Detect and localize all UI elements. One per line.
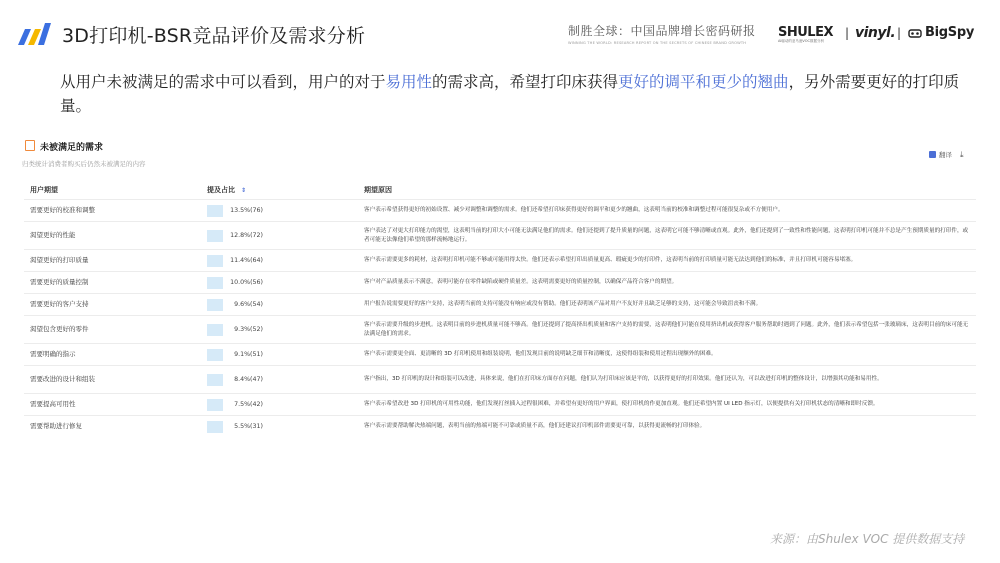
share-bar [207, 324, 223, 336]
page-title: 3D打印机-BSR竞品评价及需求分析 [62, 25, 366, 47]
col-header-expectation: 用户期望 [30, 186, 58, 194]
share-value: 9.6%(54) [234, 301, 263, 308]
reason-cell: 客户表达了对更大打印能力的渴望，这表明当前的打印大小可能无法满足他们的需求。他们还提到了提升质量的问题，这表明它可能不够清晰或直观。此外，他们还提到了一致性和性能问题，这表明打印机可能并不总是产生预期质量的打印件，或者可能无法像他们希望的那样流畅地运行。 [358, 222, 976, 250]
table-row [24, 394, 976, 416]
col-header-mention-share[interactable] [201, 181, 358, 200]
share-bar [207, 277, 223, 289]
unmet-needs-card [18, 133, 982, 453]
share-bar [207, 399, 223, 411]
col-header-reason: 期望原因 [364, 186, 392, 194]
translate-toggle[interactable] [929, 150, 964, 160]
vinyl-logo: vinyl. [855, 25, 896, 41]
summary-highlight: 更好的调平和更少的翘曲 [618, 73, 789, 91]
translate-label: 翻译 [939, 151, 952, 159]
share-bar [207, 299, 223, 311]
report-brand-cn: 制胜全球：中国品牌增长密码研报 [568, 24, 756, 38]
expectation-cell: 需要更好的校准和调整 [24, 200, 201, 222]
expectation-cell: 渴望更好的性能 [24, 222, 201, 250]
bigspy-icon [908, 27, 922, 39]
expectation-cell: 需要更好的客户支持 [24, 294, 201, 316]
mention-share-cell [201, 294, 358, 316]
col-header-mention-share-label: 提及占比 [207, 186, 235, 194]
summary-text [60, 70, 965, 118]
share-value: 8.4%(47) [234, 376, 263, 383]
share-value: 9.1%(51) [234, 351, 263, 358]
download-icon[interactable]: ⤓ [960, 150, 964, 159]
summary-part: 的需求高，希望打印床获得 [432, 73, 619, 91]
reason-cell: 客户表示希望获得更好的初始设置、减少对调整和调整的需求。他们还希望打印床获得更好的调平和更少的翘曲，这表明当前的校准和调整过程可能很复杂或不方便用户。 [358, 200, 976, 222]
brand-logo-icon [16, 21, 52, 47]
shulex-logo-sub: AI驱动的亚马逊VOC数据分析 [778, 39, 824, 43]
share-bar [207, 374, 223, 386]
mention-share-cell [201, 222, 358, 250]
card-title [25, 140, 103, 153]
sort-icon[interactable]: ⇕ [241, 187, 247, 194]
card-title-text: 未被满足的需求 [40, 143, 104, 153]
share-value: 12.8%(72) [230, 232, 263, 239]
expectation-cell: 渴望更好的打印质量 [24, 250, 201, 272]
bigspy-logo: BigSpy [925, 25, 975, 40]
share-value: 9.3%(52) [234, 326, 263, 333]
expectation-cell: 渴望包含更好的零件 [24, 316, 201, 344]
share-value: 10.0%(56) [230, 279, 263, 286]
table-row [24, 222, 976, 250]
expectation-cell: 需要更好的质量控制 [24, 272, 201, 294]
source-note: 来源：由Shulex VOC 提供数据支持 [770, 532, 965, 546]
table-header-row [24, 181, 976, 200]
document-icon [25, 140, 35, 151]
share-bar [207, 205, 223, 217]
share-value: 5.5%(31) [234, 423, 263, 430]
shulex-logo [778, 25, 833, 44]
mention-share-cell [201, 416, 358, 438]
expectation-cell: 需要提高可用性 [24, 394, 201, 416]
shulex-logo-text: SHULEX [778, 25, 833, 40]
table-row [24, 250, 976, 272]
share-value: 11.4%(64) [230, 257, 263, 264]
checkbox-checked-icon[interactable] [929, 151, 936, 158]
expectation-cell: 需要帮助进行修复 [24, 416, 201, 438]
unmet-needs-table [24, 181, 976, 437]
reason-cell: 客户指出，3D 打印机的设计和组装可以改进，具体来说，他们在打印床方面存在问题，他们认为打印床应该是平的，以获得更好的打印效果。他们还认为，可以改进打印机的整体设计，以增强其功能和易用性。 [358, 366, 976, 394]
table-row [24, 366, 976, 394]
reason-cell: 客户表示需要更多的耗材，这表明打印机可能不够或可能用得太快。他们还表示希望打印出质量更高、瑕疵更少的打印件，这表明当前的打印质量可能无法达到他们的标准，并且打印机可能容易堵塞。 [358, 250, 976, 272]
reason-cell: 客户表示需要升级的步进机。这表明目前的步进机质量可能不够高。他们还提到了提高挤出机质量和客户支持的需要，这表明他们可能在使用挤出机或获得客户服务帮助时遇到了问题。此外，他们表示希望包括一张玻璃床，这表明目前的床可能无法满足他们的需求。 [358, 316, 976, 344]
summary-highlight: 易用性 [385, 73, 433, 91]
table-row [24, 344, 976, 366]
summary-part: ，另外需要更好的打印质量。 [60, 73, 960, 115]
reason-cell: 客户表示希望改进 3D 打印机的可用性功能，他们发现打丝插入过程很困难，并希望有更好的用户界面，使打印机的作更加直观。他们还希望内置 UI LED 指示灯，以便提供有关打印机状态的清晰和即时反馈。 [358, 394, 976, 416]
table-row [24, 316, 976, 344]
report-brand-en: WINNING THE WORLD: RESEARCH REPORT ON THE SECRETS OF CHINESE BRAND GROWTH [568, 41, 747, 45]
mention-share-cell [201, 394, 358, 416]
mention-share-cell [201, 366, 358, 394]
reason-cell: 客户对产品质量表示不满意，表明可能存在零件缺陷或硬件质量差。这表明需要更好的质量控制，以确保产品符合客户的期望。 [358, 272, 976, 294]
share-bar [207, 230, 223, 242]
share-value: 7.5%(42) [234, 401, 263, 408]
report-brand [568, 22, 756, 45]
table-row [24, 416, 976, 438]
table-row [24, 272, 976, 294]
share-bar [207, 255, 223, 267]
table-body [24, 200, 976, 438]
partner-separator: | [897, 26, 902, 40]
mention-share-cell [201, 272, 358, 294]
card-subtitle: 归类统计消费者购买后仍然未被满足的内容 [22, 160, 146, 168]
reason-cell: 客户表示需要帮助解决热端问题，表明当前的热端可能不可靠或质量不高，他们还建议打印机部件需要更可靠，以获得更流畅的打印体验。 [358, 416, 976, 438]
share-bar [207, 421, 223, 433]
table-row [24, 200, 976, 222]
mention-share-cell [201, 200, 358, 222]
mention-share-cell [201, 250, 358, 272]
partner-separator: | [845, 26, 850, 40]
mention-share-cell [201, 344, 358, 366]
expectation-cell: 需要明确的指示 [24, 344, 201, 366]
share-value: 13.5%(76) [230, 207, 263, 214]
reason-cell: 客户表示需要更全面、更清晰的 3D 打印机使用和组装说明，他们发现目前的说明缺乏细节和清晰度，这使得组装和使用过程出现额外的困难。 [358, 344, 976, 366]
table-row [24, 294, 976, 316]
mention-share-cell [201, 316, 358, 344]
expectation-cell: 需要改进的设计和组装 [24, 366, 201, 394]
share-bar [207, 349, 223, 361]
reason-cell: 用户报告说需要更好的客户支持，这表明当前的支持可能没有响应或没有帮助。他们还表明该产品对用户不友好并且缺乏足够的支持，这可能会导致沮丧和不满。 [358, 294, 976, 316]
summary-part: 从用户未被满足的需求中可以看到，用户的对于 [60, 73, 386, 91]
